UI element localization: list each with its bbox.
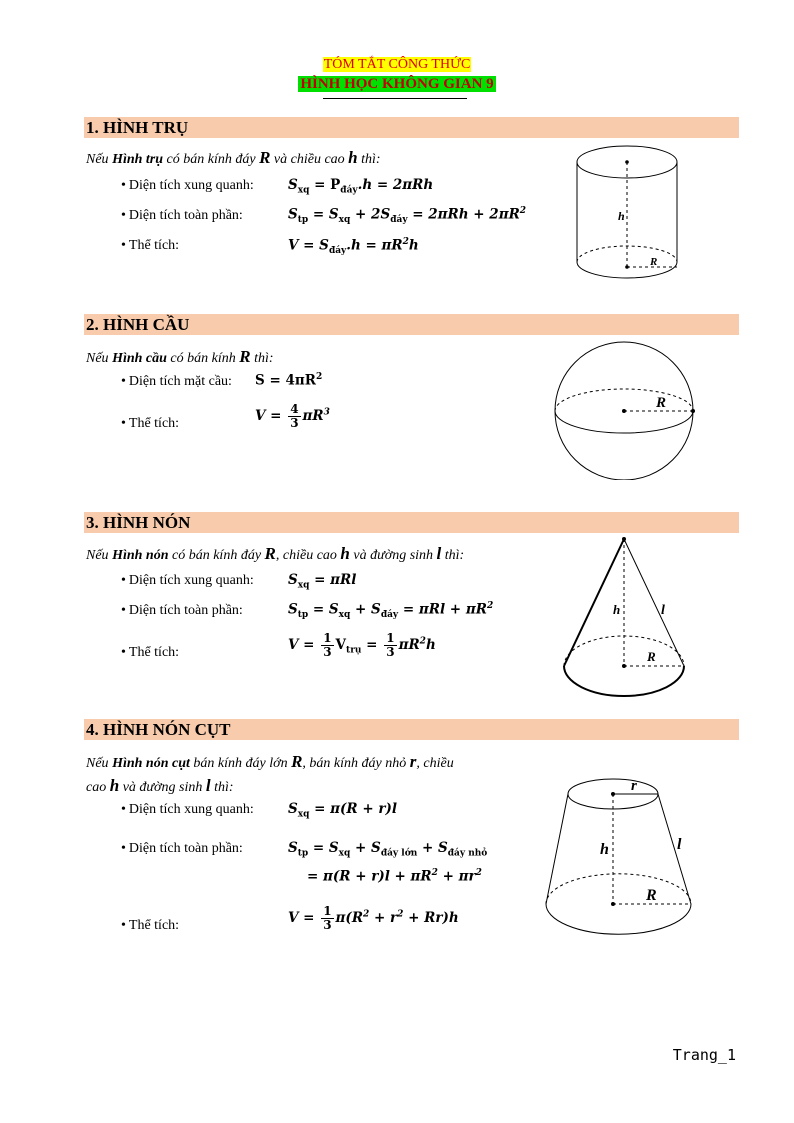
cone-label-l: l — [661, 603, 665, 618]
document-title-line1: TÓM TẮT CÔNG THỨC — [323, 57, 471, 72]
document-title-line2: HÌNH HỌC KHÔNG GIAN 9 — [300, 76, 494, 92]
title-underline — [323, 98, 467, 99]
formula-frustum-total-area-expanded: = $\pi(R + r)l + \pi R^2 + \pi r^2$ — [307, 868, 482, 885]
section-title-cylinder: 1. HÌNH TRỤ — [86, 118, 189, 137]
formula-label-frustum-volume: • Thể tích: — [121, 918, 179, 934]
section-title-frustum: 4. HÌNH NÓN CỤT — [86, 720, 231, 739]
frustum-figure — [540, 770, 705, 945]
page-number: Trang_1 — [672, 1046, 736, 1064]
formula-label-volume: • Thể tích: — [121, 238, 179, 254]
frustum-label-h: h — [600, 841, 609, 858]
formula-cone-total-area: $S_{tp} = S_{xq} + S_{đáy} = \pi Rl + \pi R^2$ — [288, 601, 494, 621]
formula-label-total-area: • Diện tích toàn phần: — [121, 208, 243, 224]
formula-frustum-total-area: $S_{tp} = S_{xq} + S_{đáy lớn} + S_{đáy nhỏ}$ — [288, 840, 488, 859]
formula-label-sphere-area: • Diện tích mặt cầu: — [121, 374, 232, 390]
formula-label-cone-lateral: • Diện tích xung quanh: — [121, 573, 254, 589]
formula-frustum-lateral-area: $S_{xq} = \pi(R + r)l$ — [288, 801, 397, 820]
formula-label-lateral-area: • Diện tích xung quanh: — [121, 178, 254, 194]
frustum-label-R: R — [646, 887, 657, 904]
section-title-cone: 3. HÌNH NÓN — [86, 513, 191, 532]
cone-figure — [555, 530, 695, 710]
formula-label-sphere-volume: • Thể tích: — [121, 416, 179, 432]
formula-sphere-area: $S = 4\pi R^2$ — [255, 372, 323, 389]
cylinder-label-h: h — [618, 209, 625, 223]
sphere-label-R: R — [656, 395, 667, 411]
section-intro-cylinder: Nếu Hình trụ có bán kính đáy R và chiều cao h thì: — [86, 148, 381, 167]
cone-label-R: R — [647, 649, 656, 664]
frustum-label-r: r — [631, 778, 637, 794]
formula-sphere-volume: V = $\frac{4}{3}$ $\pi R^3$ — [255, 402, 330, 430]
formula-cylinder-volume: $V = S_{đáy}.h = \pi R^2h$ — [288, 237, 419, 257]
formula-frustum-volume: V = $\frac{1}{3}$ $\pi(R^2 + r^2 + Rr)h$ — [288, 904, 459, 932]
formula-cone-volume: V = $\frac{1}{3}$ $V_{trụ}$ = $\frac{1}{3}$ $\pi R^2h$ — [288, 631, 436, 659]
section-intro-cone: Nếu Hình nón có bán kính đáy R, chiều cao h và đường sinh l thì: — [86, 544, 465, 563]
cylinder-label-R: R — [650, 256, 658, 268]
cylinder-figure — [570, 135, 690, 290]
formula-cone-lateral-area: $S_{xq} = \pi Rl$ — [288, 572, 357, 591]
sphere-figure — [550, 335, 700, 480]
formula-label-cone-volume: • Thể tích: — [121, 645, 179, 661]
section-title-sphere: 2. HÌNH CẦU — [86, 315, 190, 334]
formula-label-cone-total: • Diện tích toàn phần: — [121, 603, 243, 619]
formula-cylinder-total-area: $S_{tp} = S_{xq} + 2S_{đáy} = 2\pi Rh + 2\pi R^2$ — [288, 206, 527, 226]
formula-label-frustum-total: • Diện tích toàn phần: — [121, 841, 243, 857]
cone-label-h: h — [613, 602, 621, 617]
section-intro-frustum: Nếu Hình nón cụt bán kính đáy lớn R, bán kính đáy nhỏ r, chiều cao h và đường sinh l thì: — [86, 752, 454, 795]
formula-label-frustum-lateral: • Diện tích xung quanh: — [121, 802, 254, 818]
section-intro-sphere: Nếu Hình cầu có bán kính R thì: — [86, 347, 274, 366]
frustum-label-l: l — [677, 836, 682, 853]
formula-cylinder-lateral-area: $S_{xq} = P_{đáy}.h = 2\pi Rh$ — [288, 177, 434, 196]
